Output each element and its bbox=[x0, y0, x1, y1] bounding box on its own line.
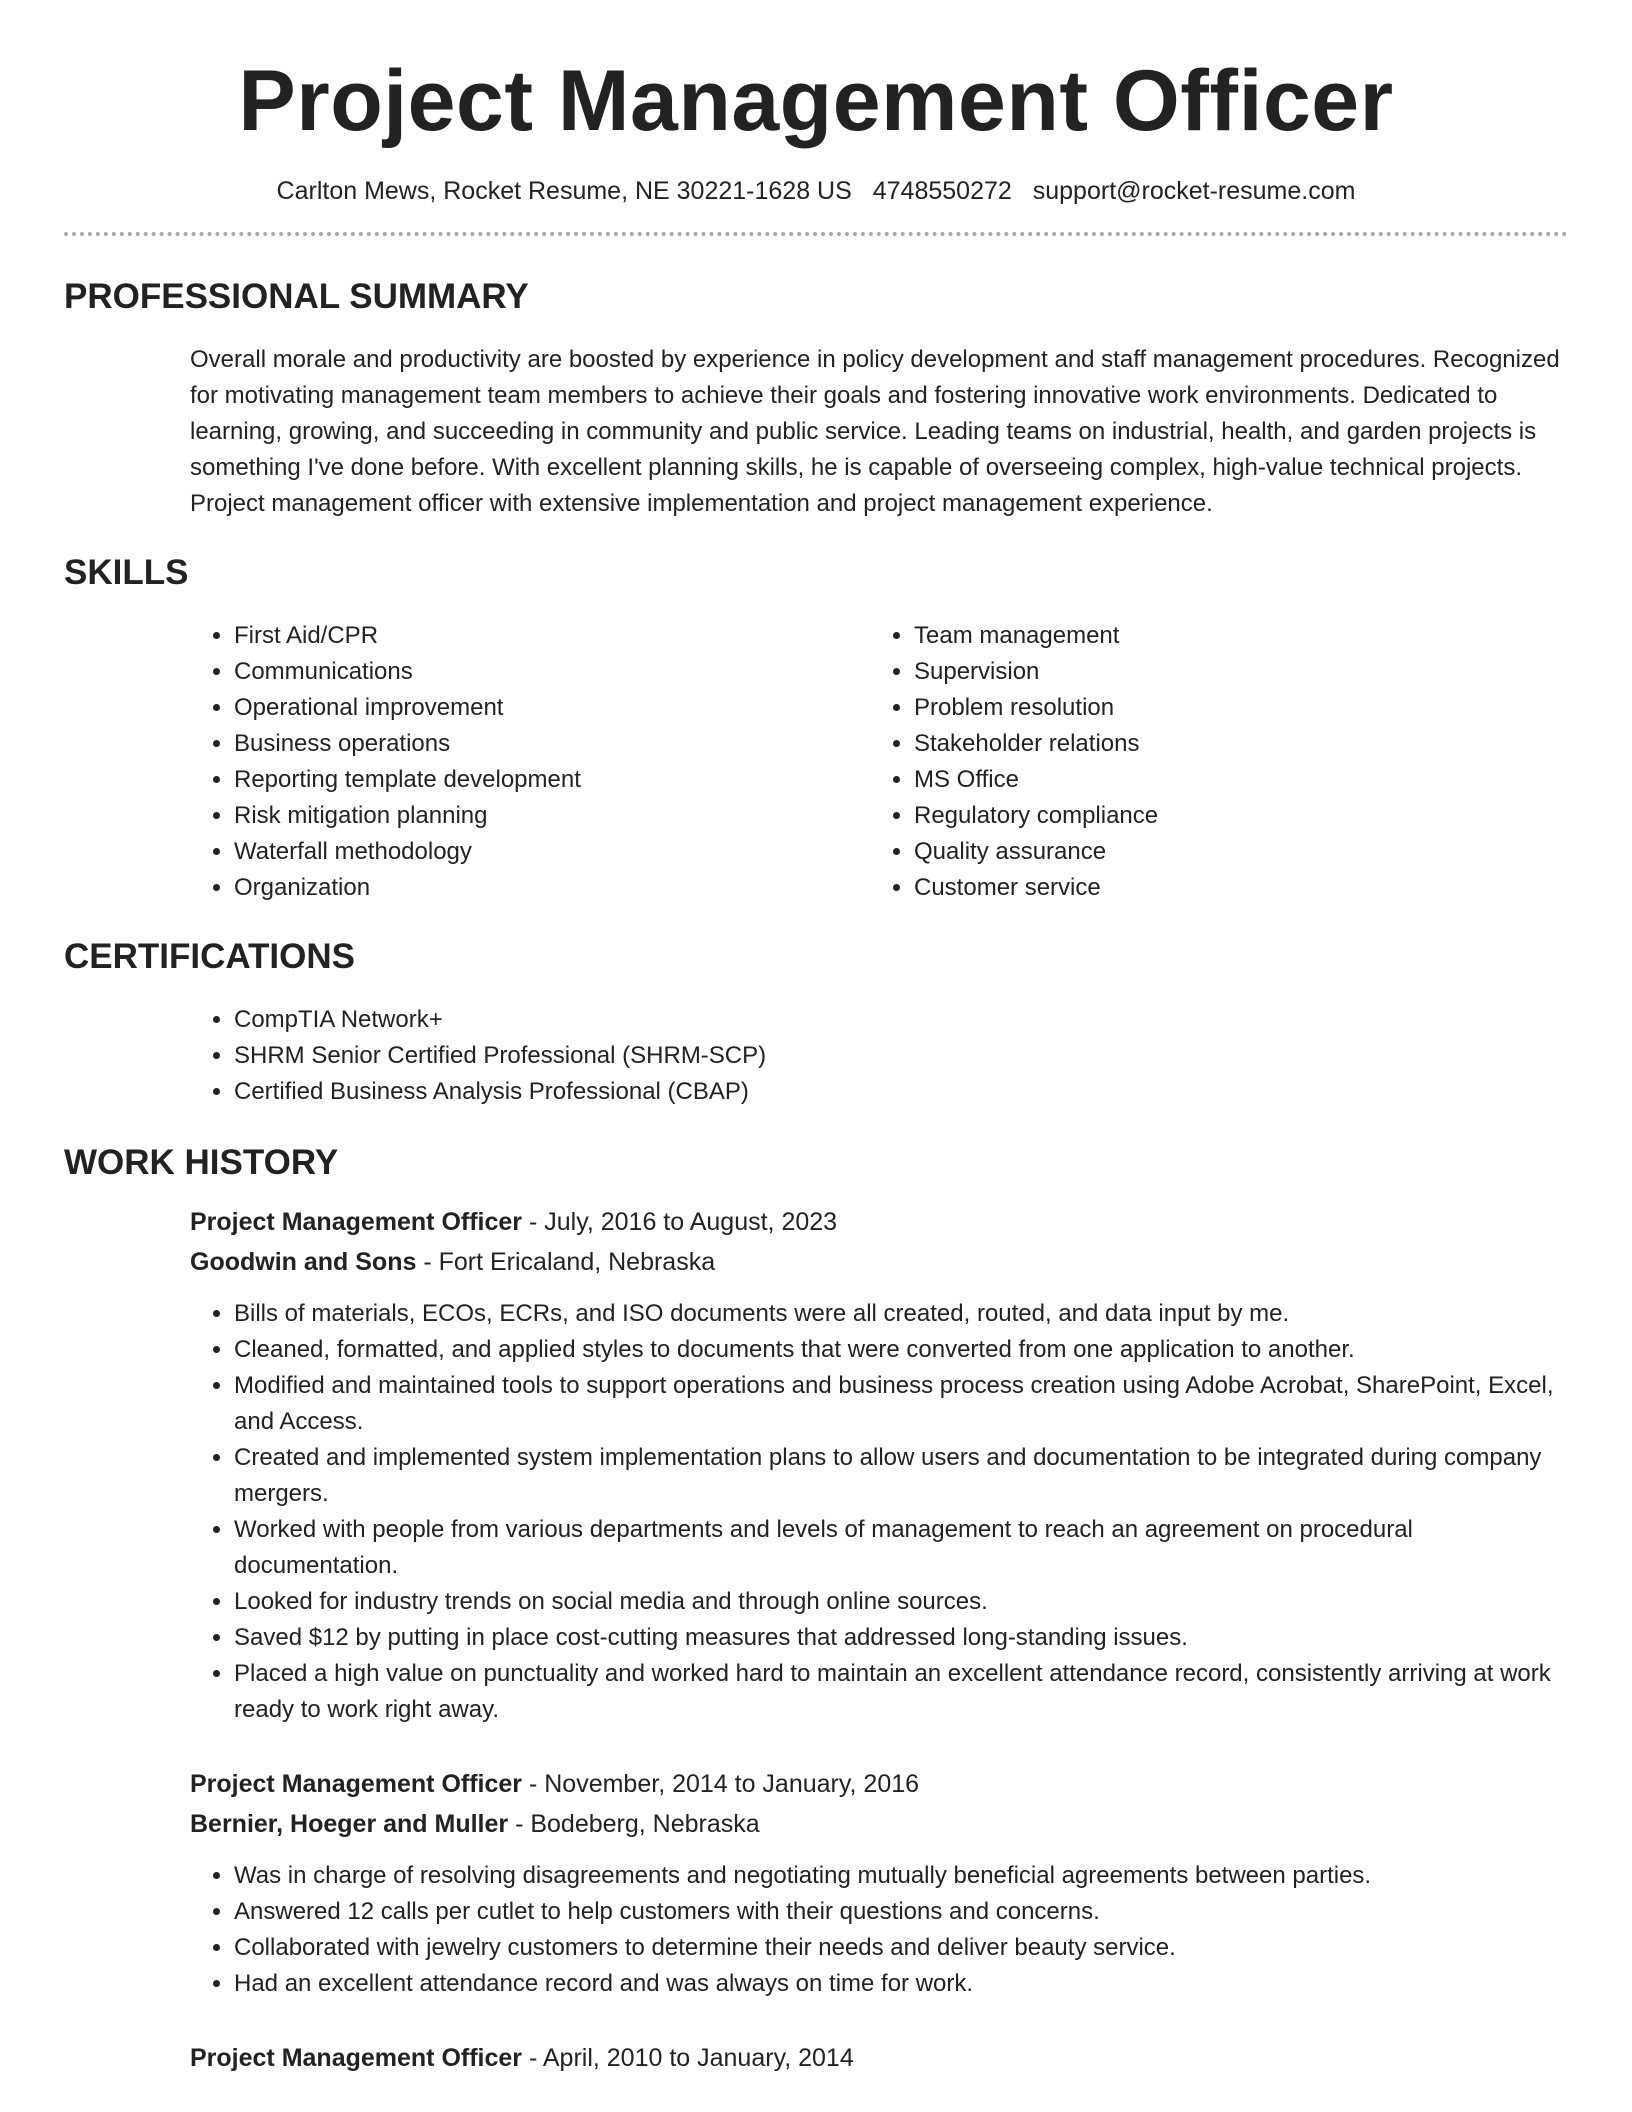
job-title-line bbox=[190, 2038, 1568, 2078]
summary-text: Overall morale and productivity are boosted by experience in policy development and staff management procedures. Recognized for motivating management team members to achieve their goals and fostering innovative work environments. Dedicated to learning, growing, and succeeding in community and public service. Leading teams on industrial, health, and garden projects is something I've done before. With excellent planning skills, he is capable of overseeing complex, high-value technical projects. Project management officer with extensive implementation and project management experience. bbox=[190, 345, 1560, 517]
job-location: - Fort Ericaland, Nebraska bbox=[416, 1247, 716, 1276]
summary-heading: PROFESSIONAL SUMMARY bbox=[64, 276, 529, 316]
job-title-line bbox=[190, 1764, 1568, 1804]
job-bullet: • Bills of materials, ECOs, ECRs, and ISO documents were all created, routed, and data input by me. bbox=[234, 1296, 1568, 1332]
skill-item: • MS Office bbox=[914, 762, 1550, 798]
skill-item: • Customer service bbox=[914, 870, 1550, 906]
certification-item: • Certified Business Analysis Professional (CBAP) bbox=[234, 1074, 1568, 1110]
contact-email: support@rocket-resume.com bbox=[1032, 176, 1356, 205]
job-entry bbox=[190, 1764, 1568, 2002]
job-bullet: • Had an excellent attendance record and was always on time for work. bbox=[234, 1966, 1568, 2002]
skill-item: • Business operations bbox=[234, 726, 870, 762]
skill-item: • Quality assurance bbox=[914, 834, 1550, 870]
skills-columns bbox=[190, 618, 1568, 906]
job-company-line bbox=[190, 1242, 1568, 1282]
job-bullet: • Placed a high value on punctuality and worked hard to maintain an excellent attendance record, consistently arriving at work ready to work right away. bbox=[234, 1656, 1568, 1728]
job-company-line bbox=[190, 1804, 1568, 1844]
skill-item: • Risk mitigation planning bbox=[234, 798, 870, 834]
job-location: - Bodeberg, Nebraska bbox=[508, 1809, 760, 1838]
job-bullet: • Modified and maintained tools to support operations and business process creation using Adobe Acrobat, SharePoint, Excel, and Access. bbox=[234, 1368, 1568, 1440]
skill-item: • Organization bbox=[234, 870, 870, 906]
job-bullets bbox=[190, 1858, 1568, 2002]
job-title: Project Management Officer bbox=[190, 1769, 523, 1798]
certifications-section bbox=[64, 936, 1568, 1110]
certifications-heading: CERTIFICATIONS bbox=[64, 936, 356, 976]
skill-item: • Regulatory compliance bbox=[914, 798, 1550, 834]
job-bullet: • Was in charge of resolving disagreements and negotiating mutually beneficial agreements between parties. bbox=[234, 1858, 1568, 1894]
skill-item: • Stakeholder relations bbox=[914, 726, 1550, 762]
job-bullet: • Looked for industry trends on social media and through online sources. bbox=[234, 1584, 1568, 1620]
job-dates: - November, 2014 to January, 2016 bbox=[522, 1769, 920, 1798]
job-bullet: • Cleaned, formatted, and applied styles to documents that were converted from one application to another. bbox=[234, 1332, 1568, 1368]
resume-name: Project Management Officer bbox=[238, 53, 1394, 149]
certification-item: • SHRM Senior Certified Professional (SHRM-SCP) bbox=[234, 1038, 1568, 1074]
job-entry bbox=[190, 2038, 1568, 2078]
skill-item: • First Aid/CPR bbox=[234, 618, 870, 654]
skills-list-left bbox=[190, 618, 870, 906]
skill-item: • Problem resolution bbox=[914, 690, 1550, 726]
contact-phone: 4748550272 bbox=[872, 176, 1012, 205]
skills-list-right bbox=[870, 618, 1550, 906]
header-divider bbox=[64, 232, 1568, 236]
certifications-list-wrap bbox=[190, 1002, 1568, 1110]
job-dates: - July, 2016 to August, 2023 bbox=[522, 1207, 838, 1236]
contact-line bbox=[64, 177, 1568, 206]
skills-heading: SKILLS bbox=[64, 552, 189, 592]
certifications-list bbox=[190, 1002, 1568, 1110]
skills-column-right bbox=[870, 618, 1550, 906]
skill-item: • Reporting template development bbox=[234, 762, 870, 798]
skill-item: • Operational improvement bbox=[234, 690, 870, 726]
job-title: Project Management Officer bbox=[190, 1207, 523, 1236]
work-history-section bbox=[64, 1142, 1568, 2078]
skills-section bbox=[64, 552, 1568, 906]
job-bullet: • Answered 12 calls per cutlet to help customers with their questions and concerns. bbox=[234, 1894, 1568, 1930]
skill-item: • Team management bbox=[914, 618, 1550, 654]
job-bullet: • Created and implemented system implementation plans to allow users and documentation to be integrated during company mergers. bbox=[234, 1440, 1568, 1512]
contact-address: Carlton Mews, Rocket Resume, NE 30221-1628 US bbox=[276, 176, 852, 205]
summary-section bbox=[64, 276, 1568, 522]
skill-item: • Waterfall methodology bbox=[234, 834, 870, 870]
skills-column-left bbox=[190, 618, 870, 906]
job-company: Bernier, Hoeger and Muller bbox=[190, 1809, 509, 1838]
certification-item: • CompTIA Network+ bbox=[234, 1002, 1568, 1038]
job-title-line bbox=[190, 1202, 1568, 1242]
job-company: Goodwin and Sons bbox=[190, 1247, 417, 1276]
job-entry bbox=[190, 1202, 1568, 1728]
job-bullet: • Saved $12 by putting in place cost-cutting measures that addressed long-standing issues. bbox=[234, 1620, 1568, 1656]
job-title: Project Management Officer bbox=[190, 2043, 523, 2072]
job-bullet: • Worked with people from various departments and levels of management to reach an agreement on procedural documentation. bbox=[234, 1512, 1568, 1584]
job-bullets bbox=[190, 1296, 1568, 1728]
work-history-heading: WORK HISTORY bbox=[64, 1142, 339, 1182]
job-bullet: • Collaborated with jewelry customers to determine their needs and deliver beauty service. bbox=[234, 1930, 1568, 1966]
job-dates: - April, 2010 to January, 2014 bbox=[522, 2043, 854, 2072]
skill-item: • Supervision bbox=[914, 654, 1550, 690]
skill-item: • Communications bbox=[234, 654, 870, 690]
